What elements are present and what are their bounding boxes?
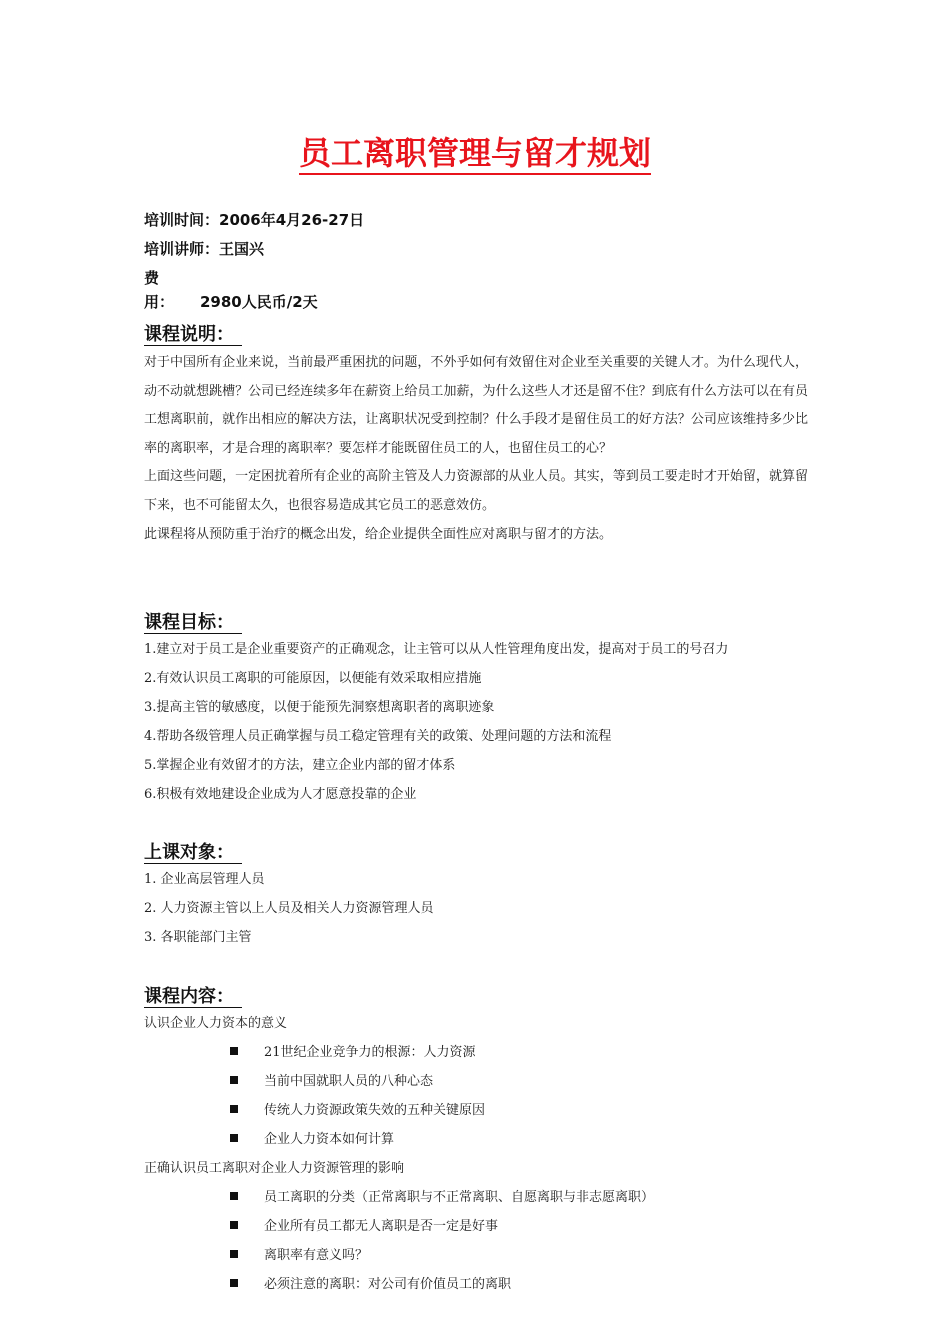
fee-label: 费 用： <box>144 269 180 311</box>
goals-list <box>144 635 824 809</box>
audience-heading: 上课对象： <box>144 838 242 864</box>
content-bullet: 企业人力资本如何计算 <box>144 1125 824 1154</box>
audience-item: 1. 企业高层管理人员 <box>144 872 265 887</box>
fee-value: 2980人民币/2天 <box>200 293 318 311</box>
goal-item: 1.建立对于员工是企业重要资产的正确观念，让主管可以从人性管理角度出发，提高对于员工的号召力 <box>144 642 729 657</box>
goal-item: 2.有效认识员工离职的可能原因，以便能有效采取相应措施 <box>144 671 482 686</box>
description-heading: 课程说明： <box>144 320 242 346</box>
content-group-title: 正确认识员工离职对企业人力资源管理的影响 <box>144 1161 405 1176</box>
document-title <box>0 128 950 174</box>
content-list <box>144 1009 824 1299</box>
square-bullet-icon <box>230 1047 238 1055</box>
training-lecturer: 培训讲师：王国兴 <box>144 240 265 258</box>
content-bullet: 21世纪企业竞争力的根源：人力资源 <box>144 1038 824 1067</box>
description-paragraph: 此课程将从预防重于治疗的概念出发，给企业提供全面性应对离职与留才的方法。 <box>144 526 613 542</box>
goals-heading: 课程目标： <box>144 608 242 634</box>
audience-list <box>144 865 824 952</box>
square-bullet-icon <box>230 1221 238 1229</box>
square-bullet-icon <box>230 1192 238 1200</box>
content-bullet: 传统人力资源政策失效的五种关键原因 <box>144 1096 824 1125</box>
content-bullet: 当前中国就职人员的八种心态 <box>144 1067 824 1096</box>
square-bullet-icon <box>230 1250 238 1258</box>
description-paragraph: 对于中国所有企业来说，当前最严重困扰的问题，不外乎如何有效留住对企业至关重要的关键人才。为什么现代人，动不动就想跳槽？公司已经连续多年在薪资上给员工加薪，为什么这些人才还是留不住？到底有什么方法可以在有员工想离职前，就作出相应的解决方法，让离职状况受到控制？什么手段才是留住员工的好方法？公司应该维持多少比率的离职率，才是合理的离职率？要怎样才能既留住员工的人，也留住员工的心？ <box>144 355 808 456</box>
training-time: 培训时间：2006年4月26-27日 <box>144 211 365 229</box>
content-heading: 课程内容： <box>144 982 242 1008</box>
description-paragraph: 上面这些问题，一定困扰着所有企业的高阶主管及人力资源部的从业人员。其实，等到员工要走时才开始留，就算留下来，也不可能留太久，也很容易造成其它员工的恶意效仿。 <box>144 469 808 513</box>
content-bullet: 离职率有意义吗？ <box>144 1241 824 1270</box>
goal-item: 4.帮助各级管理人员正确掌握与员工稳定管理有关的政策、处理问题的方法和流程 <box>144 729 612 744</box>
square-bullet-icon <box>230 1076 238 1084</box>
square-bullet-icon <box>230 1134 238 1142</box>
description-body <box>144 349 808 549</box>
goal-item: 3.提高主管的敏感度，以便于能预先洞察想离职者的离职迹象 <box>144 700 495 715</box>
goal-item: 6.积极有效地建设企业成为人才愿意投靠的企业 <box>144 787 417 802</box>
training-fee <box>144 266 364 311</box>
square-bullet-icon <box>230 1279 238 1287</box>
goal-item: 5.掌握企业有效留才的方法，建立企业内部的留才体系 <box>144 758 456 773</box>
audience-item: 2. 人力资源主管以上人员及相关人力资源管理人员 <box>144 901 434 916</box>
square-bullet-icon <box>230 1105 238 1113</box>
content-bullet: 员工离职的分类（正常离职与不正常离职、自愿离职与非志愿离职） <box>144 1183 824 1212</box>
audience-item: 3. 各职能部门主管 <box>144 930 252 945</box>
content-bullet: 企业所有员工都无人离职是否一定是好事 <box>144 1212 824 1241</box>
content-group-title: 认识企业人力资本的意义 <box>144 1016 288 1031</box>
training-info <box>144 208 365 311</box>
content-bullet: 必须注意的离职：对公司有价值员工的离职 <box>144 1270 824 1299</box>
title-text: 员工离职管理与留才规划 <box>299 134 651 175</box>
